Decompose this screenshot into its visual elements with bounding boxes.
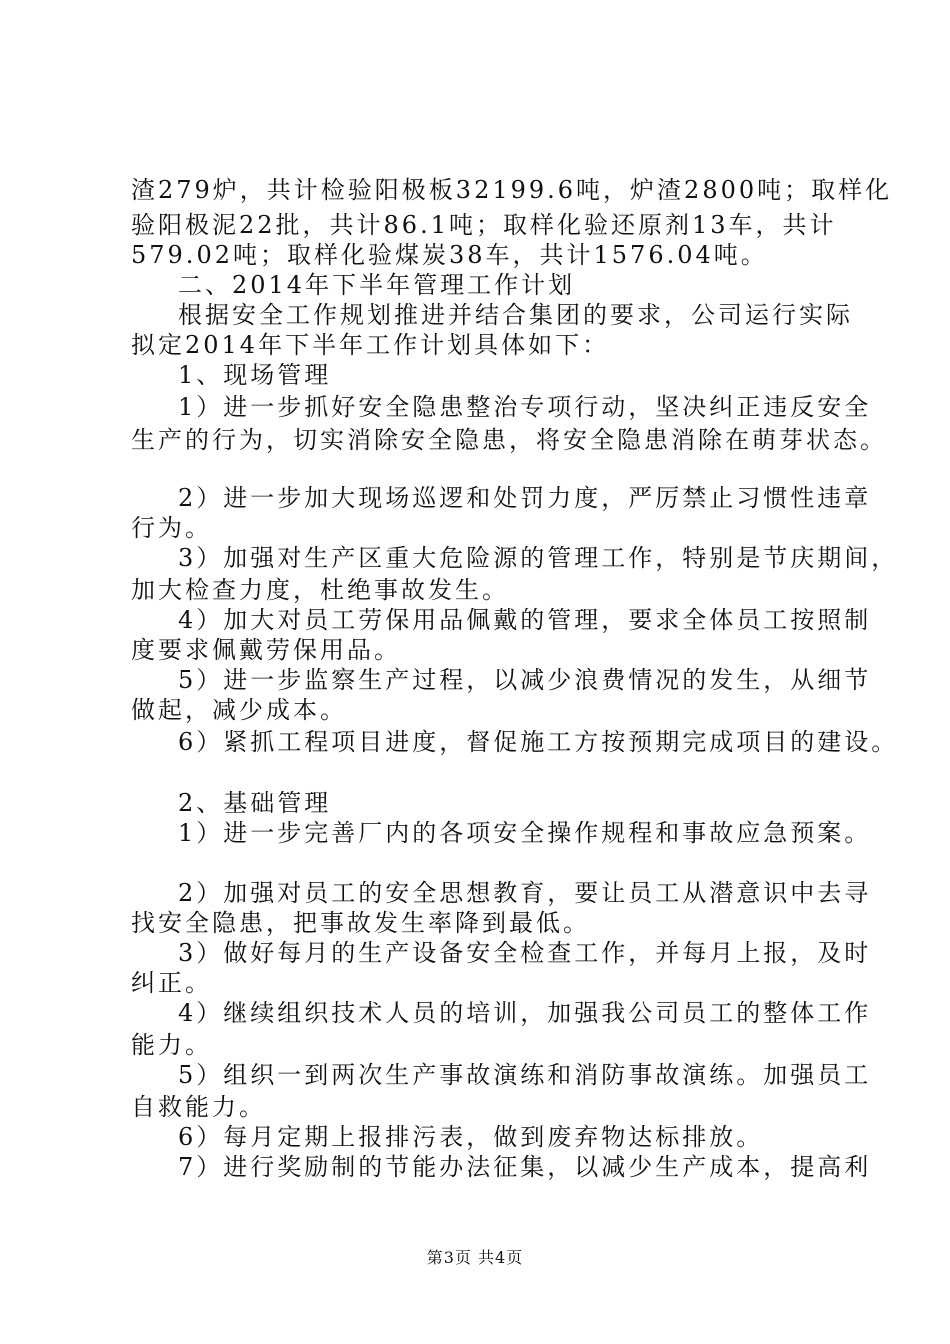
text-line: 2）进一步加大现场巡逻和处罚力度，严厉禁止习惯性违章	[178, 484, 872, 512]
text-line: 3）做好每月的生产设备安全检查工作，并每月上报，及时	[178, 939, 872, 967]
section-heading: 二、2014年下半年管理工作计划	[178, 271, 576, 299]
text-line: 度要求佩戴劳保用品。	[131, 636, 401, 664]
text-line: 做起，减少成本。	[131, 696, 347, 724]
text-line: 5）进一步监察生产过程，以减少浪费情况的发生，从细节	[178, 666, 872, 694]
text-line: 4）加大对员工劳保用品佩戴的管理，要求全体员工按照制	[178, 606, 872, 634]
text-line: 找安全隐患，把事故发生率降到最低。	[131, 909, 590, 937]
text-line: 3）加强对生产区重大危险源的管理工作，特别是节庆期间，	[178, 544, 899, 572]
text-line: 行为。	[131, 514, 212, 542]
text-line: 7）进行奖励制的节能办法征集，以减少生产成本，提高利	[178, 1153, 872, 1181]
subsection-heading: 1、现场管理	[178, 361, 332, 389]
page-number-footer: 第3页 共4页	[426, 1248, 524, 1267]
text-line: 拟定2014年下半年工作计划具体如下：	[131, 331, 610, 359]
text-line: 4）继续组织技术人员的培训，加强我公司员工的整体工作	[178, 999, 872, 1027]
text-line: 6）紧抓工程项目进度，督促施工方按预期完成项目的建设。	[178, 728, 899, 756]
subsection-heading: 2、基础管理	[178, 789, 332, 817]
text-line: 1）进一步抓好安全隐患整治专项行动，坚决纠正违反安全	[178, 393, 872, 421]
text-line: 自救能力。	[131, 1093, 266, 1121]
text-line: 579.02吨；取样化验煤炭38车，共计1576.04吨。	[131, 241, 768, 269]
text-line: 2）加强对员工的安全思想教育，要让员工从潜意识中去寻	[178, 879, 872, 907]
text-line: 1）进一步完善厂内的各项安全操作规程和事故应急预案。	[178, 819, 872, 847]
text-line: 能力。	[131, 1031, 212, 1059]
text-line: 6）每月定期上报排污表，做到废弃物达标排放。	[178, 1123, 764, 1151]
text-line: 加大检查力度，杜绝事故发生。	[131, 576, 509, 604]
text-line: 渣279炉，共计检验阳极板32199.6吨，炉渣2800吨；取样化	[131, 176, 893, 204]
text-line: 根据安全工作规划推进并结合集团的要求，公司运行实际	[178, 301, 853, 329]
text-line: 生产的行为，切实消除安全隐患，将安全隐患消除在萌芽状态。	[131, 426, 887, 454]
text-line: 验阳极泥22批，共计86.1吨；取样化验还原剂13车，共计	[131, 211, 837, 239]
text-line: 纠正。	[131, 969, 212, 997]
text-line: 5）组织一到两次生产事故演练和消防事故演练。加强员工	[178, 1061, 872, 1089]
